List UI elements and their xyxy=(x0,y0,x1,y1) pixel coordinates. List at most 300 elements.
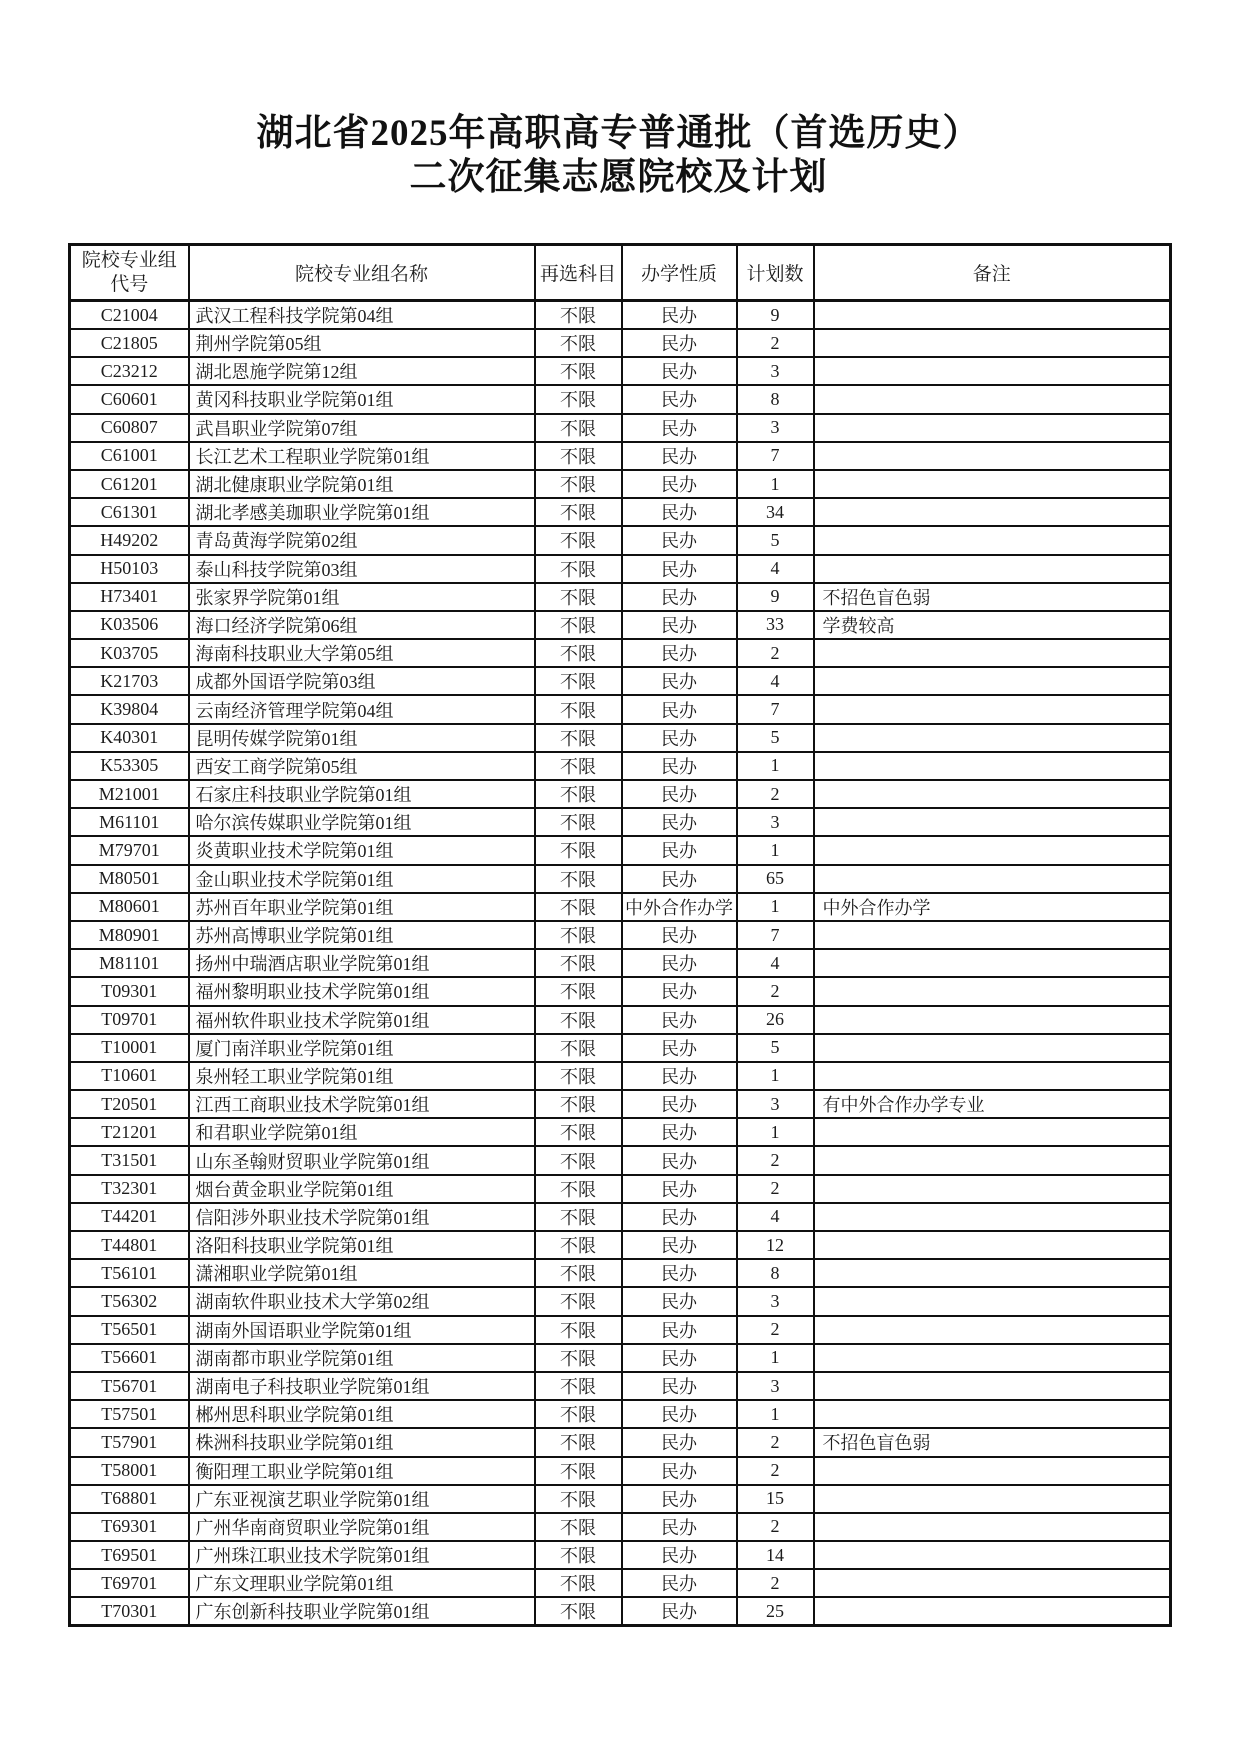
cell-remark xyxy=(814,1175,1171,1203)
cell-nature: 民办 xyxy=(622,1428,737,1456)
cell-nature: 民办 xyxy=(622,1485,737,1513)
cell-name: 昆明传媒学院第01组 xyxy=(189,724,535,752)
cell-subjects: 不限 xyxy=(535,442,622,470)
cell-name: 青岛黄海学院第02组 xyxy=(189,526,535,554)
cell-nature: 民办 xyxy=(622,1203,737,1231)
cell-nature: 民办 xyxy=(622,780,737,808)
cell-subjects: 不限 xyxy=(535,667,622,695)
cell-name: 海南科技职业大学第05组 xyxy=(189,639,535,667)
cell-name: 荆州学院第05组 xyxy=(189,329,535,357)
cell-name: 扬州中瑞酒店职业学院第01组 xyxy=(189,949,535,977)
cell-nature: 民办 xyxy=(622,865,737,893)
cell-code: K40301 xyxy=(70,724,189,752)
cell-code: C21805 xyxy=(70,329,189,357)
cell-nature: 民办 xyxy=(622,1259,737,1287)
cell-name: 哈尔滨传媒职业学院第01组 xyxy=(189,808,535,836)
cell-plan: 12 xyxy=(737,1231,814,1259)
table-row xyxy=(70,1090,1171,1118)
cell-subjects: 不限 xyxy=(535,836,622,864)
cell-code: C60807 xyxy=(70,414,189,442)
cell-nature: 民办 xyxy=(622,977,737,1005)
cell-nature: 民办 xyxy=(622,1006,737,1034)
cell-code: M80601 xyxy=(70,893,189,921)
cell-plan: 2 xyxy=(737,977,814,1005)
cell-code: T56101 xyxy=(70,1259,189,1287)
cell-name: 张家界学院第01组 xyxy=(189,583,535,611)
cell-plan: 1 xyxy=(737,470,814,498)
cell-name: 福州黎明职业技术学院第01组 xyxy=(189,977,535,1005)
table-row xyxy=(70,555,1171,583)
cell-remark xyxy=(814,639,1171,667)
cell-code: C21004 xyxy=(70,301,189,330)
cell-subjects: 不限 xyxy=(535,1400,622,1428)
cell-code: M61101 xyxy=(70,808,189,836)
cell-plan: 1 xyxy=(737,1062,814,1090)
cell-subjects: 不限 xyxy=(535,1118,622,1146)
cell-subjects: 不限 xyxy=(535,470,622,498)
table-row xyxy=(70,1485,1171,1513)
cell-remark xyxy=(814,526,1171,554)
cell-nature: 民办 xyxy=(622,526,737,554)
cell-plan: 65 xyxy=(737,865,814,893)
cell-nature: 民办 xyxy=(622,695,737,723)
cell-plan: 4 xyxy=(737,555,814,583)
cell-plan: 7 xyxy=(737,695,814,723)
cell-nature: 民办 xyxy=(622,1316,737,1344)
cell-name: 成都外国语学院第03组 xyxy=(189,667,535,695)
table-row xyxy=(70,1316,1171,1344)
cell-plan: 3 xyxy=(737,1372,814,1400)
cell-name: 衡阳理工职业学院第01组 xyxy=(189,1457,535,1485)
table-row xyxy=(70,1203,1171,1231)
cell-nature: 民办 xyxy=(622,357,737,385)
header-plan: 计划数 xyxy=(737,245,814,301)
cell-nature: 民办 xyxy=(622,1569,737,1597)
cell-nature: 民办 xyxy=(622,921,737,949)
plan-table-header xyxy=(70,245,1171,301)
table-row xyxy=(70,470,1171,498)
cell-nature: 民办 xyxy=(622,583,737,611)
cell-code: T69501 xyxy=(70,1541,189,1569)
cell-subjects: 不限 xyxy=(535,865,622,893)
cell-remark: 学费较高 xyxy=(814,611,1171,639)
cell-nature: 民办 xyxy=(622,414,737,442)
page-title-line2: 二次征集志愿院校及计划 xyxy=(409,157,828,198)
cell-name: 武汉工程科技学院第04组 xyxy=(189,301,535,330)
cell-name: 信阳涉外职业技术学院第01组 xyxy=(189,1203,535,1231)
cell-code: M80901 xyxy=(70,921,189,949)
header-code xyxy=(70,245,189,301)
cell-plan: 25 xyxy=(737,1597,814,1626)
cell-plan: 2 xyxy=(737,1175,814,1203)
cell-subjects: 不限 xyxy=(535,1428,622,1456)
cell-remark xyxy=(814,695,1171,723)
plan-table xyxy=(68,243,1172,1627)
cell-plan: 8 xyxy=(737,1259,814,1287)
cell-remark: 不招色盲色弱 xyxy=(814,1428,1171,1456)
table-row xyxy=(70,1287,1171,1315)
cell-subjects: 不限 xyxy=(535,414,622,442)
cell-name: 苏州高博职业学院第01组 xyxy=(189,921,535,949)
cell-name: 湖南都市职业学院第01组 xyxy=(189,1344,535,1372)
cell-plan: 5 xyxy=(737,724,814,752)
cell-subjects: 不限 xyxy=(535,1034,622,1062)
table-row xyxy=(70,977,1171,1005)
cell-nature: 民办 xyxy=(622,1090,737,1118)
cell-name: 湖北孝感美珈职业学院第01组 xyxy=(189,498,535,526)
cell-code: T09701 xyxy=(70,1006,189,1034)
cell-code: T69701 xyxy=(70,1569,189,1597)
cell-plan: 1 xyxy=(737,893,814,921)
cell-nature: 民办 xyxy=(622,752,737,780)
table-row xyxy=(70,1344,1171,1372)
cell-plan: 3 xyxy=(737,1090,814,1118)
cell-name: 湖北恩施学院第12组 xyxy=(189,357,535,385)
header-name: 院校专业组名称 xyxy=(189,245,535,301)
cell-code: H73401 xyxy=(70,583,189,611)
cell-plan: 1 xyxy=(737,752,814,780)
cell-code: H49202 xyxy=(70,526,189,554)
table-row xyxy=(70,836,1171,864)
cell-code: T58001 xyxy=(70,1457,189,1485)
cell-remark xyxy=(814,498,1171,526)
cell-name: 山东圣翰财贸职业学院第01组 xyxy=(189,1146,535,1174)
cell-remark: 中外合作办学 xyxy=(814,893,1171,921)
cell-plan: 34 xyxy=(737,498,814,526)
table-row xyxy=(70,1062,1171,1090)
cell-name: 泰山科技学院第03组 xyxy=(189,555,535,583)
header-row xyxy=(70,245,1171,301)
cell-remark xyxy=(814,1287,1171,1315)
cell-code: T56302 xyxy=(70,1287,189,1315)
cell-subjects: 不限 xyxy=(535,611,622,639)
cell-code: T21201 xyxy=(70,1118,189,1146)
cell-subjects: 不限 xyxy=(535,752,622,780)
cell-nature: 民办 xyxy=(622,498,737,526)
cell-nature: 民办 xyxy=(622,1344,737,1372)
cell-name: 广东创新科技职业学院第01组 xyxy=(189,1597,535,1626)
cell-subjects: 不限 xyxy=(535,808,622,836)
cell-name: 石家庄科技职业学院第01组 xyxy=(189,780,535,808)
table-row xyxy=(70,1400,1171,1428)
cell-subjects: 不限 xyxy=(535,780,622,808)
cell-plan: 3 xyxy=(737,808,814,836)
cell-code: T31501 xyxy=(70,1146,189,1174)
cell-remark xyxy=(814,752,1171,780)
cell-nature: 民办 xyxy=(622,1400,737,1428)
cell-remark xyxy=(814,1146,1171,1174)
cell-remark xyxy=(814,1485,1171,1513)
cell-code: T56701 xyxy=(70,1372,189,1400)
table-row xyxy=(70,780,1171,808)
cell-code: T32301 xyxy=(70,1175,189,1203)
cell-plan: 4 xyxy=(737,1203,814,1231)
cell-remark xyxy=(814,1569,1171,1597)
table-row xyxy=(70,1428,1171,1456)
table-row xyxy=(70,1146,1171,1174)
cell-plan: 2 xyxy=(737,1569,814,1597)
cell-code: C60601 xyxy=(70,385,189,413)
cell-nature: 民办 xyxy=(622,1034,737,1062)
cell-nature: 民办 xyxy=(622,1231,737,1259)
cell-code: C23212 xyxy=(70,357,189,385)
cell-code: C61301 xyxy=(70,498,189,526)
cell-plan: 7 xyxy=(737,921,814,949)
cell-plan: 3 xyxy=(737,414,814,442)
cell-nature: 民办 xyxy=(622,611,737,639)
cell-code: M81101 xyxy=(70,949,189,977)
header-remark: 备注 xyxy=(814,245,1171,301)
cell-code: K03705 xyxy=(70,639,189,667)
cell-plan: 2 xyxy=(737,780,814,808)
cell-name: 和君职业学院第01组 xyxy=(189,1118,535,1146)
cell-code: K39804 xyxy=(70,695,189,723)
table-row xyxy=(70,1372,1171,1400)
table-row xyxy=(70,1597,1171,1626)
table-row xyxy=(70,526,1171,554)
cell-subjects: 不限 xyxy=(535,1287,622,1315)
cell-plan: 5 xyxy=(737,526,814,554)
cell-code: T69301 xyxy=(70,1513,189,1541)
table-row xyxy=(70,865,1171,893)
cell-name: 厦门南洋职业学院第01组 xyxy=(189,1034,535,1062)
header-code-line1: 院校专业组 xyxy=(81,249,177,271)
cell-code: K21703 xyxy=(70,667,189,695)
cell-code: C61201 xyxy=(70,470,189,498)
cell-plan: 33 xyxy=(737,611,814,639)
table-row xyxy=(70,498,1171,526)
cell-subjects: 不限 xyxy=(535,1344,622,1372)
cell-name: 洛阳科技职业学院第01组 xyxy=(189,1231,535,1259)
cell-name: 湖南外国语职业学院第01组 xyxy=(189,1316,535,1344)
cell-remark xyxy=(814,1372,1171,1400)
cell-name: 江西工商职业技术学院第01组 xyxy=(189,1090,535,1118)
cell-plan: 1 xyxy=(737,1400,814,1428)
table-row xyxy=(70,808,1171,836)
cell-remark xyxy=(814,1457,1171,1485)
cell-code: T56501 xyxy=(70,1316,189,1344)
cell-plan: 1 xyxy=(737,1118,814,1146)
cell-code: H50103 xyxy=(70,555,189,583)
cell-plan: 4 xyxy=(737,949,814,977)
cell-subjects: 不限 xyxy=(535,329,622,357)
cell-subjects: 不限 xyxy=(535,1062,622,1090)
cell-nature: 民办 xyxy=(622,639,737,667)
cell-remark xyxy=(814,1034,1171,1062)
cell-remark xyxy=(814,921,1171,949)
cell-subjects: 不限 xyxy=(535,498,622,526)
cell-plan: 4 xyxy=(737,667,814,695)
cell-plan: 2 xyxy=(737,1316,814,1344)
cell-subjects: 不限 xyxy=(535,555,622,583)
cell-code: T57501 xyxy=(70,1400,189,1428)
cell-code: M79701 xyxy=(70,836,189,864)
cell-name: 黄冈科技职业学院第01组 xyxy=(189,385,535,413)
table-row xyxy=(70,357,1171,385)
header-nature: 办学性质 xyxy=(622,245,737,301)
cell-nature: 民办 xyxy=(622,1175,737,1203)
cell-nature: 民办 xyxy=(622,555,737,583)
cell-subjects: 不限 xyxy=(535,1597,622,1626)
plan-table-body xyxy=(70,301,1171,1626)
cell-nature: 民办 xyxy=(622,724,737,752)
cell-remark xyxy=(814,470,1171,498)
table-row xyxy=(70,921,1171,949)
cell-remark xyxy=(814,949,1171,977)
cell-name: 株洲科技职业学院第01组 xyxy=(189,1428,535,1456)
cell-subjects: 不限 xyxy=(535,357,622,385)
cell-remark xyxy=(814,357,1171,385)
cell-plan: 14 xyxy=(737,1541,814,1569)
table-row xyxy=(70,1118,1171,1146)
cell-plan: 2 xyxy=(737,1457,814,1485)
cell-subjects: 不限 xyxy=(535,893,622,921)
cell-code: M21001 xyxy=(70,780,189,808)
cell-code: T68801 xyxy=(70,1485,189,1513)
table-row xyxy=(70,752,1171,780)
cell-remark xyxy=(814,780,1171,808)
cell-name: 郴州思科职业学院第01组 xyxy=(189,1400,535,1428)
cell-remark xyxy=(814,442,1171,470)
table-row xyxy=(70,1006,1171,1034)
table-row xyxy=(70,611,1171,639)
cell-remark xyxy=(814,836,1171,864)
cell-code: T10601 xyxy=(70,1062,189,1090)
cell-remark xyxy=(814,301,1171,330)
cell-remark xyxy=(814,1316,1171,1344)
cell-subjects: 不限 xyxy=(535,949,622,977)
table-row xyxy=(70,1513,1171,1541)
table-row xyxy=(70,724,1171,752)
cell-code: T20501 xyxy=(70,1090,189,1118)
cell-subjects: 不限 xyxy=(535,1541,622,1569)
cell-plan: 2 xyxy=(737,1428,814,1456)
cell-plan: 15 xyxy=(737,1485,814,1513)
cell-nature: 民办 xyxy=(622,1287,737,1315)
cell-subjects: 不限 xyxy=(535,1316,622,1344)
cell-name: 炎黄职业技术学院第01组 xyxy=(189,836,535,864)
cell-name: 湖南软件职业技术大学第02组 xyxy=(189,1287,535,1315)
table-row xyxy=(70,893,1171,921)
cell-name: 烟台黄金职业学院第01组 xyxy=(189,1175,535,1203)
cell-code: T70301 xyxy=(70,1597,189,1626)
cell-name: 西安工商学院第05组 xyxy=(189,752,535,780)
cell-subjects: 不限 xyxy=(535,1513,622,1541)
cell-remark xyxy=(814,724,1171,752)
cell-subjects: 不限 xyxy=(535,1457,622,1485)
table-row xyxy=(70,1259,1171,1287)
cell-subjects: 不限 xyxy=(535,1259,622,1287)
cell-remark: 不招色盲色弱 xyxy=(814,583,1171,611)
cell-subjects: 不限 xyxy=(535,1146,622,1174)
page-title-line1: 湖北省2025年高职高专普通批（首选历史） xyxy=(256,113,981,154)
cell-code: T10001 xyxy=(70,1034,189,1062)
cell-plan: 1 xyxy=(737,836,814,864)
cell-remark xyxy=(814,1259,1171,1287)
table-row xyxy=(70,1541,1171,1569)
cell-name: 福州软件职业技术学院第01组 xyxy=(189,1006,535,1034)
cell-remark xyxy=(814,1203,1171,1231)
cell-code: T44801 xyxy=(70,1231,189,1259)
cell-code: T56601 xyxy=(70,1344,189,1372)
table-row xyxy=(70,639,1171,667)
cell-nature: 民办 xyxy=(622,1541,737,1569)
cell-plan: 8 xyxy=(737,385,814,413)
cell-name: 海口经济学院第06组 xyxy=(189,611,535,639)
cell-code: T09301 xyxy=(70,977,189,1005)
cell-remark: 有中外合作办学专业 xyxy=(814,1090,1171,1118)
cell-remark xyxy=(814,1400,1171,1428)
table-row xyxy=(70,329,1171,357)
cell-nature: 民办 xyxy=(622,1457,737,1485)
cell-name: 广州华南商贸职业学院第01组 xyxy=(189,1513,535,1541)
cell-subjects: 不限 xyxy=(535,977,622,1005)
cell-subjects: 不限 xyxy=(535,1203,622,1231)
table-row xyxy=(70,301,1171,330)
header-subjects: 再选科目 xyxy=(535,245,622,301)
cell-plan: 5 xyxy=(737,1034,814,1062)
cell-nature: 民办 xyxy=(622,1146,737,1174)
cell-plan: 7 xyxy=(737,442,814,470)
cell-nature: 民办 xyxy=(622,808,737,836)
cell-nature: 民办 xyxy=(622,1118,737,1146)
cell-name: 武昌职业学院第07组 xyxy=(189,414,535,442)
table-row xyxy=(70,583,1171,611)
cell-nature: 民办 xyxy=(622,836,737,864)
cell-code: M80501 xyxy=(70,865,189,893)
cell-subjects: 不限 xyxy=(535,583,622,611)
cell-remark xyxy=(814,865,1171,893)
cell-name: 湖北健康职业学院第01组 xyxy=(189,470,535,498)
cell-name: 苏州百年职业学院第01组 xyxy=(189,893,535,921)
cell-name: 广东亚视演艺职业学院第01组 xyxy=(189,1485,535,1513)
cell-nature: 民办 xyxy=(622,329,737,357)
cell-remark xyxy=(814,1344,1171,1372)
cell-plan: 9 xyxy=(737,583,814,611)
cell-remark xyxy=(814,1513,1171,1541)
cell-code: C61001 xyxy=(70,442,189,470)
table-row xyxy=(70,667,1171,695)
cell-remark xyxy=(814,1541,1171,1569)
cell-subjects: 不限 xyxy=(535,526,622,554)
cell-subjects: 不限 xyxy=(535,921,622,949)
table-row xyxy=(70,442,1171,470)
cell-nature: 民办 xyxy=(622,667,737,695)
table-row xyxy=(70,1034,1171,1062)
cell-subjects: 不限 xyxy=(535,301,622,330)
cell-nature: 民办 xyxy=(622,1062,737,1090)
cell-remark xyxy=(814,1006,1171,1034)
cell-remark xyxy=(814,555,1171,583)
cell-nature: 民办 xyxy=(622,1597,737,1626)
cell-subjects: 不限 xyxy=(535,1372,622,1400)
header-code-line2: 代号 xyxy=(110,273,149,295)
table-row xyxy=(70,1457,1171,1485)
cell-name: 潇湘职业学院第01组 xyxy=(189,1259,535,1287)
cell-remark xyxy=(814,329,1171,357)
cell-nature: 民办 xyxy=(622,442,737,470)
cell-plan: 3 xyxy=(737,1287,814,1315)
table-row xyxy=(70,414,1171,442)
cell-name: 湖南电子科技职业学院第01组 xyxy=(189,1372,535,1400)
cell-code: T44201 xyxy=(70,1203,189,1231)
cell-remark xyxy=(814,808,1171,836)
table-row xyxy=(70,1569,1171,1597)
page-title xyxy=(68,112,1169,200)
table-row xyxy=(70,949,1171,977)
cell-remark xyxy=(814,1597,1171,1626)
table-row xyxy=(70,1231,1171,1259)
